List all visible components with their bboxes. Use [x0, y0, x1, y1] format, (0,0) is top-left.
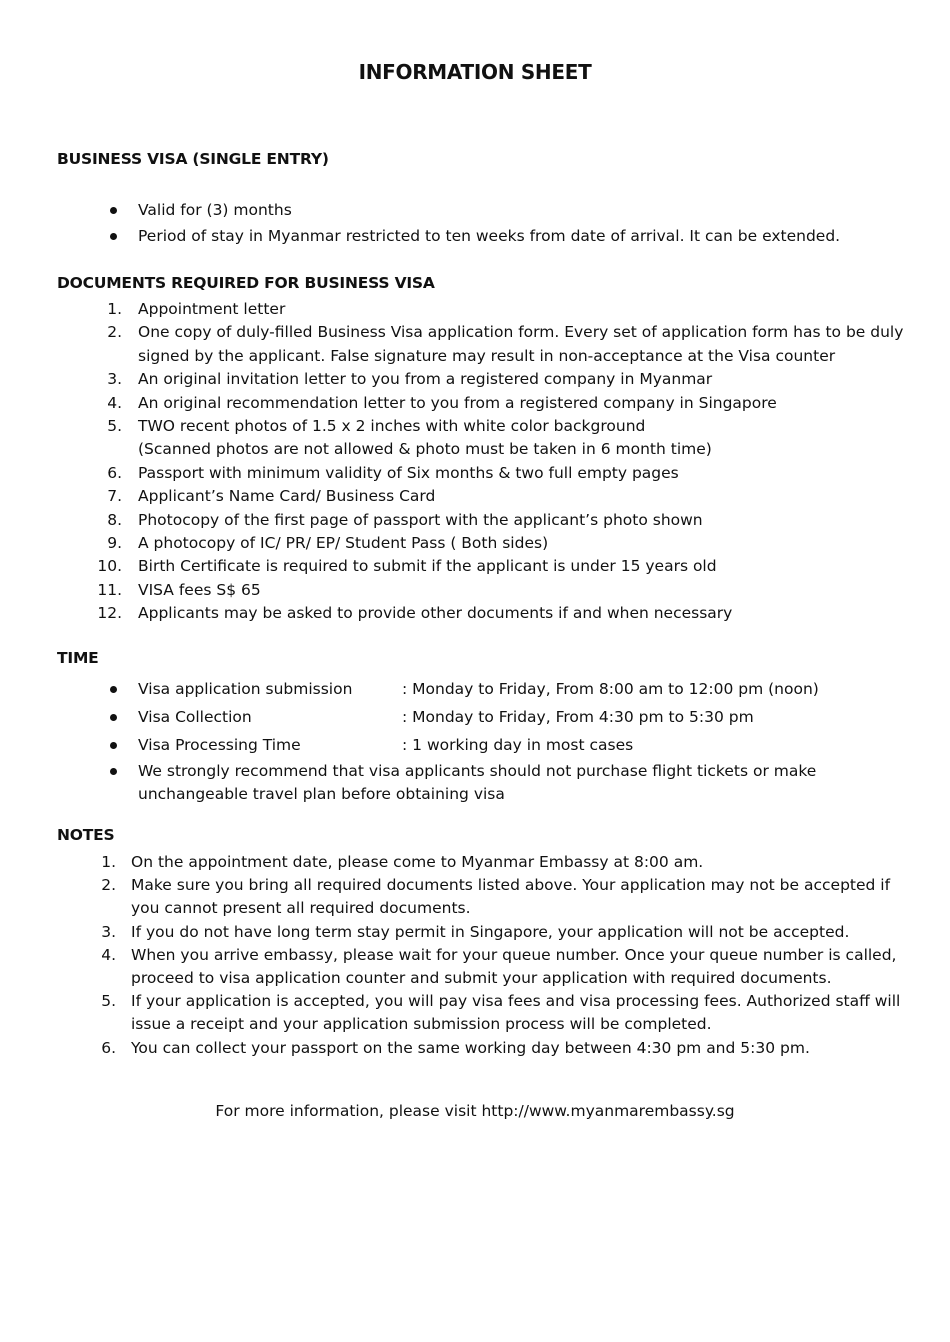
list-item-number: 1.	[107, 300, 122, 318]
list-item-text: You can collect your passport on the same working day between 4:30 pm and 5:30 pm.	[131, 1038, 810, 1057]
recommendation-text: unchangeable travel plan before obtaining visa	[138, 785, 505, 803]
list-item-text: signed by the applicant. False signature may result in non-acceptance at the Visa counter	[138, 346, 836, 365]
list-item-number: 8.	[107, 510, 122, 529]
list-item-number: 4.	[101, 945, 116, 964]
list-item-text: proceed to visa application counter and submit your application with required documents.	[131, 968, 832, 987]
list-item	[0, 851, 950, 874]
list-item	[0, 321, 950, 344]
bullet-icon	[110, 233, 117, 240]
list-item-number: 4.	[107, 393, 122, 412]
list-item-text: A photocopy of IC/ PR/ EP/ Student Pass ( Both sides)	[138, 533, 549, 552]
list-item-text: When you arrive embassy, please wait for your queue number. Once your queue number is called,	[131, 945, 897, 964]
schedule-value: : Monday to Friday, From 8:00 am to 12:00 pm (noon)	[402, 680, 819, 698]
list-item-number: 12.	[97, 604, 122, 623]
visa-bullet-list	[0, 199, 950, 251]
list-item-text: VISA fees S$ 65	[138, 580, 261, 599]
list-item	[0, 602, 950, 625]
list-item	[0, 199, 950, 225]
list-item	[0, 368, 950, 391]
list-item	[0, 462, 950, 485]
list-item-number: 1.	[101, 853, 116, 871]
list-item-number: 5.	[107, 416, 122, 435]
page-title: INFORMATION SHEET	[358, 60, 592, 84]
list-item	[0, 555, 950, 578]
list-item-text: An original invitation letter to you from a registered company in Myanmar	[138, 370, 713, 389]
schedule-value: : 1 working day in most cases	[402, 736, 634, 754]
list-item-text: Passport with minimum validity of Six months & two full empty pages	[138, 463, 679, 482]
list-item-continued	[0, 438, 950, 461]
list-item-text: Applicants may be asked to provide other documents if and when necessary	[138, 604, 733, 623]
list-item	[0, 485, 950, 508]
list-item	[0, 392, 950, 415]
documents-list	[0, 298, 950, 625]
schedule-value: : Monday to Friday, From 4:30 pm to 5:30 pm	[402, 708, 754, 726]
list-item-number: 2.	[107, 323, 122, 342]
recommendation-item-continued	[0, 783, 950, 806]
schedule-row	[0, 678, 950, 706]
list-item	[0, 990, 950, 1013]
bullet-icon	[110, 742, 117, 749]
list-item-text: (Scanned photos are not allowed & photo must be taken in 6 month time)	[138, 440, 712, 459]
list-item-number: 6.	[107, 463, 122, 482]
list-item-text: Appointment letter	[138, 300, 286, 318]
list-item-text: Period of stay in Myanmar restricted to ten weeks from date of arrival. It can be extended.	[138, 227, 841, 245]
documents-heading: DOCUMENTS REQUIRED FOR BUSINESS VISA	[57, 274, 435, 292]
list-item	[0, 874, 950, 897]
list-item-continued	[0, 1013, 950, 1036]
schedule-label: Visa Collection	[138, 708, 252, 726]
bullet-icon	[110, 768, 117, 775]
list-item-continued	[0, 897, 950, 920]
schedule-label: Visa application submission	[138, 680, 353, 698]
list-item-text: Applicant’s Name Card/ Business Card	[138, 487, 436, 506]
list-item-text: Valid for (3) months	[138, 201, 292, 219]
schedule-row	[0, 734, 950, 760]
list-item	[0, 944, 950, 967]
recommendation-text: We strongly recommend that visa applicants should not purchase flight tickets or make	[138, 762, 817, 780]
list-item-continued	[0, 345, 950, 368]
list-item-number: 7.	[107, 487, 122, 506]
list-item-number: 2.	[101, 876, 116, 895]
time-schedule-list	[0, 678, 950, 806]
list-item-text: If your application is accepted, you will pay visa fees and visa processing fees. Authorized staff will	[131, 992, 901, 1011]
list-item-text: Birth Certificate is required to submit if the applicant is under 15 years old	[138, 557, 717, 576]
list-item	[0, 225, 950, 251]
business-visa-heading: BUSINESS VISA (SINGLE ENTRY)	[57, 150, 329, 168]
list-item-number: 3.	[101, 922, 116, 941]
list-item-number: 9.	[107, 533, 122, 552]
list-item-text: Make sure you bring all required documents listed above. Your application may not be accepted if	[131, 876, 891, 895]
schedule-label: Visa Processing Time	[138, 736, 301, 754]
list-item-continued	[0, 967, 950, 990]
list-item-number: 6.	[101, 1038, 116, 1057]
list-item	[0, 579, 950, 602]
list-item-text: Photocopy of the first page of passport with the applicant’s photo shown	[138, 510, 703, 529]
time-heading: TIME	[57, 649, 99, 667]
list-item	[0, 298, 950, 321]
list-item-text: One copy of duly-filled Business Visa application form. Every set of application form has to be duly	[138, 323, 904, 342]
bullet-icon	[110, 686, 117, 693]
list-item-text: On the appointment date, please come to Myanmar Embassy at 8:00 am.	[131, 853, 704, 871]
list-item	[0, 1037, 950, 1060]
list-item-number: 5.	[101, 992, 116, 1011]
bullet-icon	[110, 714, 117, 721]
notes-heading: NOTES	[57, 826, 115, 844]
bullet-icon	[110, 207, 117, 214]
recommendation-item	[0, 760, 950, 783]
list-item-number: 10.	[97, 557, 122, 576]
list-item-text: issue a receipt and your application submission process will be completed.	[131, 1015, 712, 1034]
list-item	[0, 532, 950, 555]
list-item	[0, 509, 950, 532]
list-item	[0, 415, 950, 438]
list-item-text: An original recommendation letter to you from a registered company in Singapore	[138, 393, 777, 412]
notes-list	[0, 851, 950, 1060]
footer-info-text: For more information, please visit http://www.myanmarembassy.sg	[215, 1102, 735, 1120]
list-item	[0, 921, 950, 944]
list-item-number: 11.	[97, 580, 122, 599]
list-item-text: TWO recent photos of 1.5 x 2 inches with white color background	[138, 416, 646, 435]
list-item-text: If you do not have long term stay permit in Singapore, your application will not be accepted.	[131, 922, 850, 941]
schedule-row	[0, 706, 950, 734]
list-item-number: 3.	[107, 370, 122, 389]
list-item-text: you cannot present all required documents.	[131, 899, 471, 918]
